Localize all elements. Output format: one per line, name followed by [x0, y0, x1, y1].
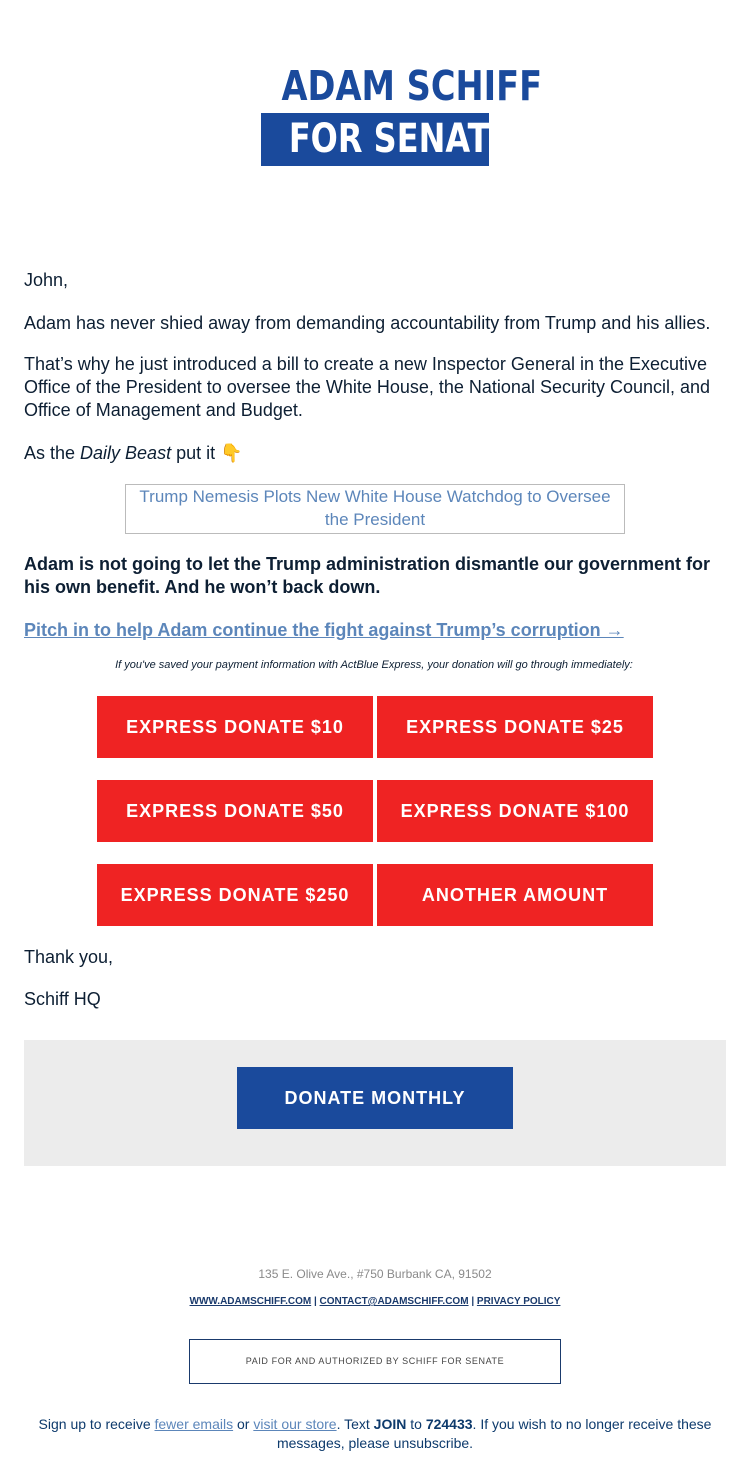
- join-keyword: JOIN: [373, 1416, 407, 1432]
- p3-suffix: put it: [171, 443, 221, 463]
- p3-prefix: As the: [24, 443, 81, 463]
- footer-links: [0, 1296, 750, 1307]
- paragraph-1: Adam has never shied away from demanding accountability from Trump and his allies.: [24, 313, 711, 333]
- visit-store-link[interactable]: visit our store: [253, 1416, 337, 1432]
- express-note: If you've saved your payment information with ActBlue Express, your donation will go through immediately:: [115, 659, 633, 671]
- to-text: to: [406, 1416, 426, 1432]
- text-prefix: . Text: [336, 1416, 374, 1432]
- thank-you: Thank you,: [24, 947, 114, 967]
- link-separator: |: [311, 1296, 320, 1307]
- cta-link[interactable]: Pitch in to help Adam continue the fight against Trump’s corruption →: [24, 620, 624, 640]
- logo-senate-box: [261, 113, 512, 166]
- headline-image-link[interactable]: [125, 484, 625, 534]
- logo-senate-text: FOR SENATE: [288, 116, 512, 162]
- pointing-down-icon: 👇: [220, 443, 243, 463]
- link-separator: |: [468, 1296, 477, 1307]
- express-donate-100-button[interactable]: EXPRESS DONATE $100: [377, 780, 653, 842]
- headline-alt-text: Trump Nemesis Plots New White House Watchdog to Oversee the President: [139, 487, 611, 529]
- express-donate-25-button[interactable]: EXPRESS DONATE $25: [377, 696, 653, 758]
- paid-for-disclaimer: PAID FOR AND AUTHORIZED BY SCHIFF FOR SENATE: [189, 1339, 561, 1384]
- or-text: or: [233, 1416, 254, 1432]
- bold-paragraph: Adam is not going to let the Trump administration dismantle our government for his own benefit. And he won’t back down.: [24, 554, 711, 597]
- donate-monthly-button[interactable]: DONATE MONTHLY: [237, 1067, 513, 1129]
- short-code: 724433: [425, 1416, 473, 1432]
- unsubscribe-text: . If you wish to no longer receive these messages, please unsubscribe.: [276, 1416, 712, 1451]
- daily-beast-italic: Daily Beast: [80, 443, 172, 463]
- contact-email-link[interactable]: CONTACT@ADAMSCHIFF.COM: [319, 1296, 469, 1307]
- express-donate-250-button[interactable]: EXPRESS DONATE $250: [97, 864, 373, 926]
- logo-name: ADAM SCHIFF: [281, 62, 543, 110]
- mailing-address: 135 E. Olive Ave., #750 Burbank CA, 91502: [258, 1267, 492, 1281]
- campaign-logo: [261, 62, 543, 166]
- signature: Schiff HQ: [24, 989, 101, 1009]
- footer-signup-text: [24, 1415, 726, 1453]
- greeting: John,: [24, 270, 69, 290]
- fewer-emails-link[interactable]: fewer emails: [154, 1416, 234, 1432]
- another-amount-button[interactable]: ANOTHER AMOUNT: [377, 864, 653, 926]
- privacy-policy-link[interactable]: PRIVACY POLICY: [476, 1296, 561, 1307]
- paragraph-3: [24, 442, 724, 465]
- website-link[interactable]: WWW.ADAMSCHIFF.COM: [189, 1296, 312, 1307]
- signup-prefix: Sign up to receive: [38, 1416, 155, 1432]
- express-donate-10-button[interactable]: EXPRESS DONATE $10: [97, 696, 373, 758]
- paragraph-2: That’s why he just introduced a bill to create a new Inspector General in the Executive Office of the President to oversee the White House, the National Security Council, and Office of Management and Budget.: [24, 354, 711, 420]
- express-donate-50-button[interactable]: EXPRESS DONATE $50: [97, 780, 373, 842]
